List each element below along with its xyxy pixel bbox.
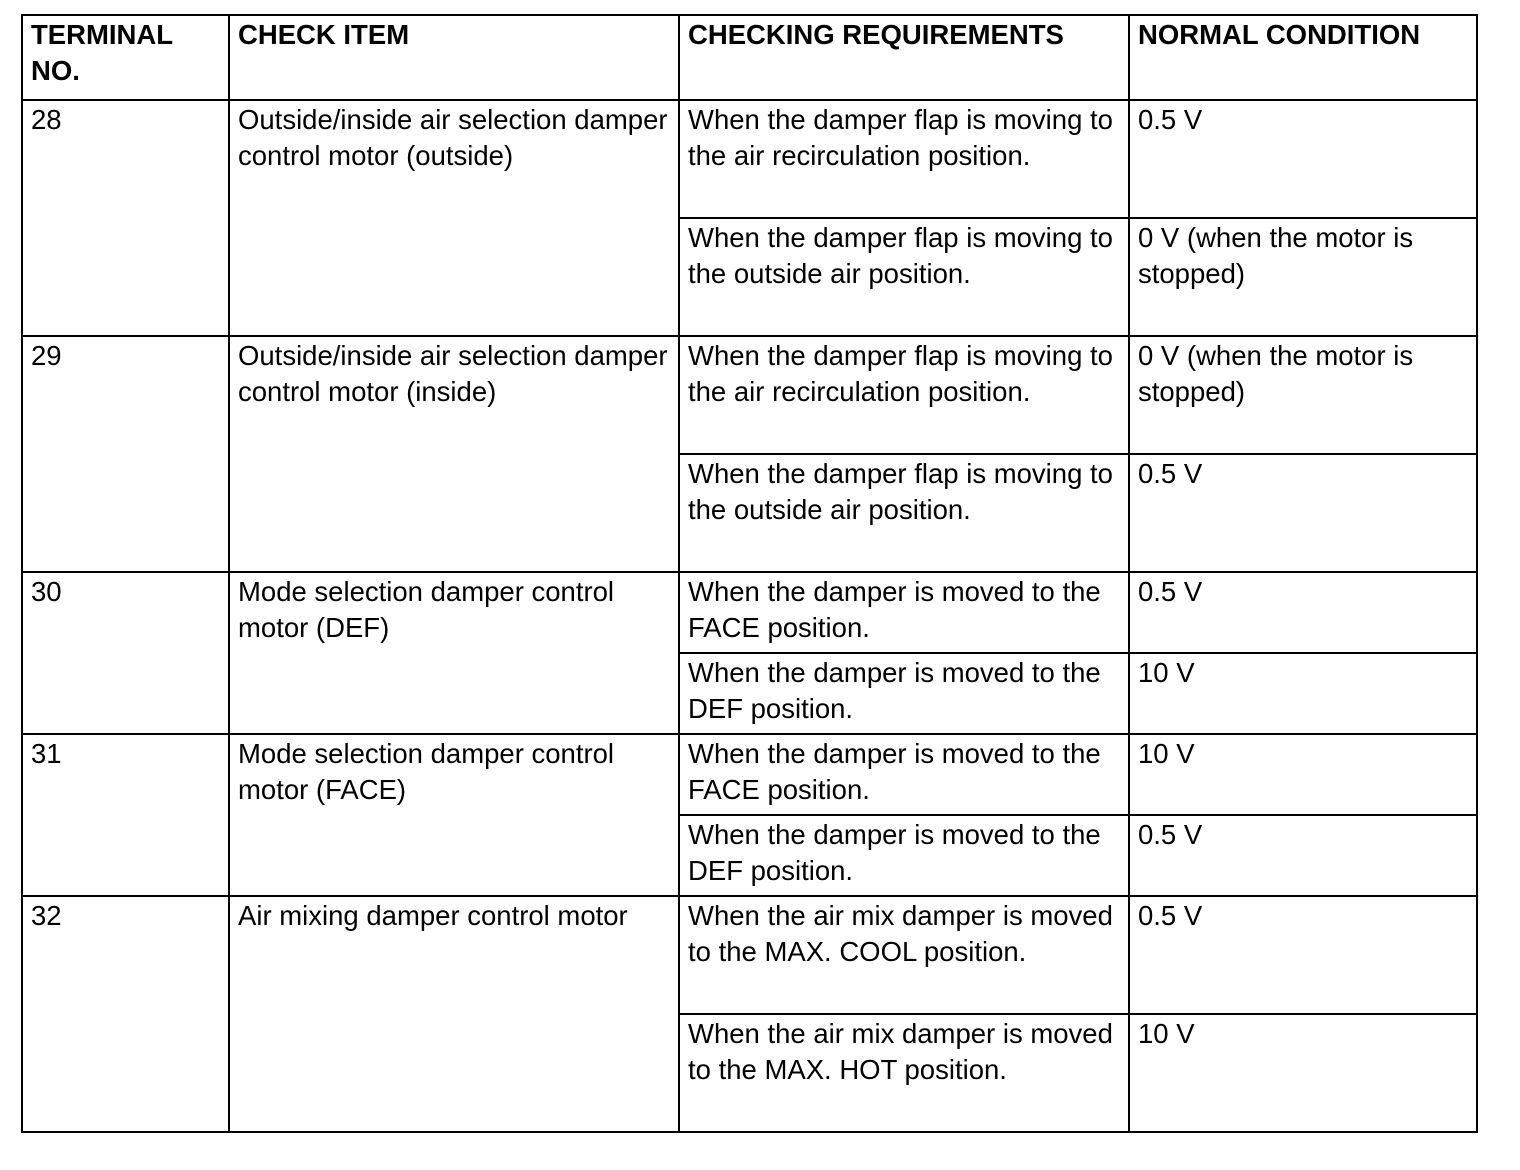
- condition-cell: 0.5 V: [1129, 454, 1477, 572]
- requirement-cell: When the air mix damper is moved to the MAX. HOT position.: [679, 1014, 1129, 1132]
- condition-cell: 0.5 V: [1129, 572, 1477, 653]
- header-checking-requirements: CHECKING REQUIREMENTS: [679, 15, 1129, 100]
- condition-cell: 0 V (when the motor is stopped): [1129, 336, 1477, 454]
- condition-cell: 10 V: [1129, 653, 1477, 734]
- condition-cell: 10 V: [1129, 734, 1477, 815]
- header-normal-condition: NORMAL CONDITION: [1129, 15, 1477, 100]
- terminal-cell: 32: [22, 896, 229, 1132]
- requirement-cell: When the damper is moved to the DEF position.: [679, 653, 1129, 734]
- table-row: [22, 896, 1477, 1014]
- requirement-cell: When the damper flap is moving to the outside air position.: [679, 218, 1129, 336]
- terminal-cell: 31: [22, 734, 229, 896]
- check-item-cell: Air mixing damper control motor: [229, 896, 679, 1132]
- requirement-cell: When the damper is moved to the FACE position.: [679, 572, 1129, 653]
- table-row: [22, 336, 1477, 454]
- requirement-cell: When the damper flap is moving to the outside air position.: [679, 454, 1129, 572]
- check-item-cell: Mode selection damper control motor (FACE): [229, 734, 679, 896]
- condition-cell: 0.5 V: [1129, 100, 1477, 218]
- condition-cell: 10 V: [1129, 1014, 1477, 1132]
- requirement-cell: When the damper flap is moving to the air recirculation position.: [679, 100, 1129, 218]
- requirement-cell: When the damper is moved to the DEF position.: [679, 815, 1129, 896]
- check-item-cell: Outside/inside air selection damper control motor (outside): [229, 100, 679, 336]
- header-terminal-no: TERMINAL NO.: [22, 15, 229, 100]
- header-check-item: CHECK ITEM: [229, 15, 679, 100]
- requirement-cell: When the air mix damper is moved to the MAX. COOL position.: [679, 896, 1129, 1014]
- terminal-cell: 28: [22, 100, 229, 336]
- check-item-cell: Outside/inside air selection damper control motor (inside): [229, 336, 679, 572]
- check-item-cell: Mode selection damper control motor (DEF): [229, 572, 679, 734]
- table-row: [22, 572, 1477, 653]
- condition-cell: 0 V (when the motor is stopped): [1129, 218, 1477, 336]
- requirement-cell: When the damper is moved to the FACE position.: [679, 734, 1129, 815]
- header-row: [22, 15, 1477, 100]
- terminal-cell: 29: [22, 336, 229, 572]
- condition-cell: 0.5 V: [1129, 815, 1477, 896]
- table-row: [22, 734, 1477, 815]
- terminal-check-table: [21, 14, 1478, 1133]
- terminal-cell: 30: [22, 572, 229, 734]
- table-row: [22, 100, 1477, 218]
- requirement-cell: When the damper flap is moving to the air recirculation position.: [679, 336, 1129, 454]
- condition-cell: 0.5 V: [1129, 896, 1477, 1014]
